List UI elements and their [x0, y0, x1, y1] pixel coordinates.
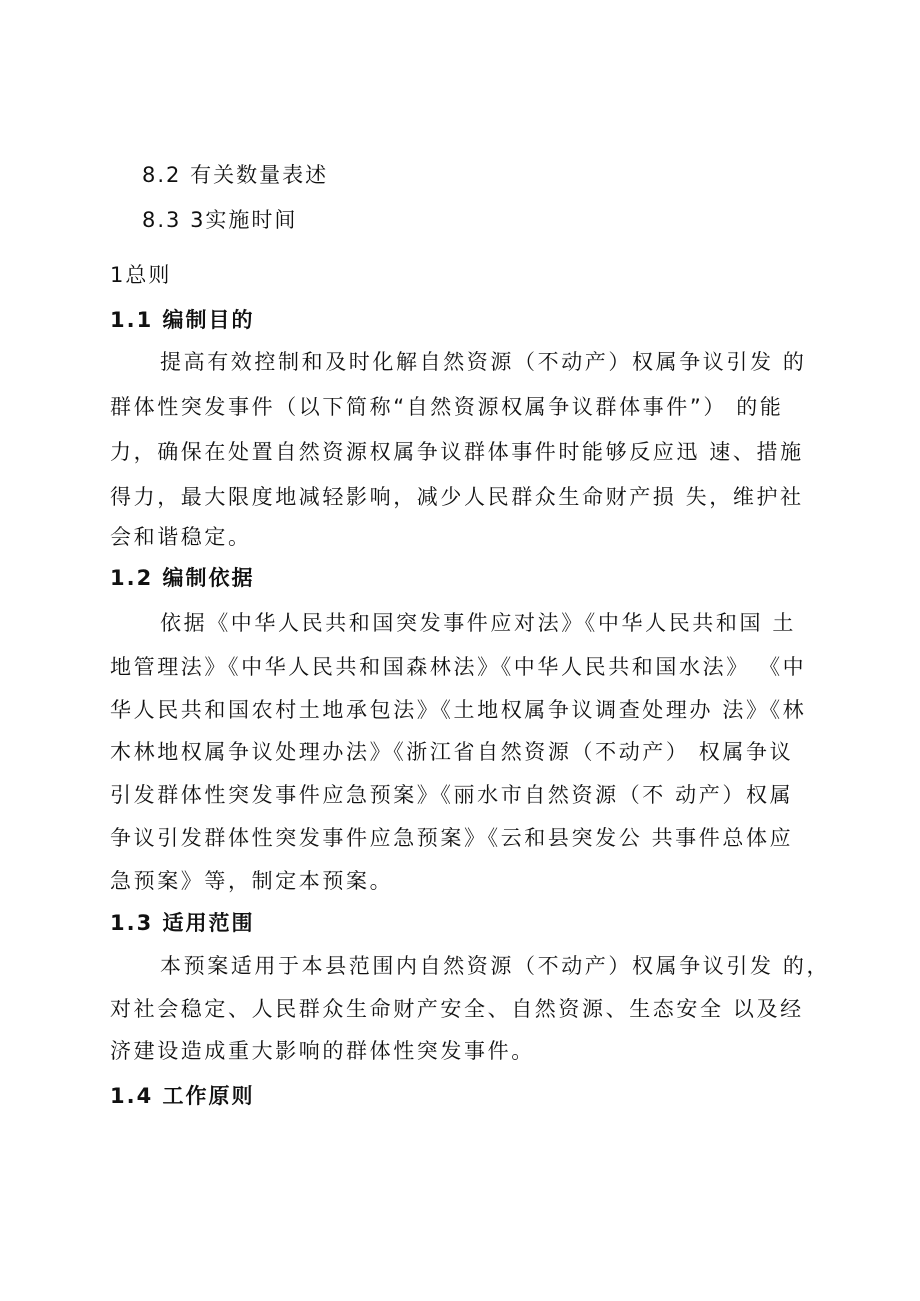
paragraph-line: 急预案》等，制定本预案。	[110, 869, 394, 893]
paragraph-line: 华人民共和国农村土地承包法》《土地权属争议调查处理办 法》《林	[110, 698, 807, 722]
section-heading-1-2: 1.2 编制依据	[110, 566, 255, 590]
paragraph-line: 对社会稳定、人民群众生命财产安全、自然资源、生态安全 以及经	[110, 997, 804, 1021]
section-heading-1-4: 1.4 工作原则	[110, 1084, 255, 1108]
paragraph-line: 济建设造成重大影响的群体性突发事件。	[110, 1039, 535, 1063]
paragraph-line: 力，确保在处置自然资源权属争议群体事件时能够反应迅 速、措施	[110, 440, 804, 464]
paragraph-line: 会和谐稳定。	[110, 525, 252, 549]
paragraph-line: 提高有效控制和及时化解自然资源（不动产）权属争议引发 的	[160, 350, 807, 374]
paragraph-line: 引发群体性突发事件应急预案》《丽水市自然资源（不 动产）权属	[110, 783, 794, 807]
paragraph-line: 依据《中华人民共和国突发事件应对法》《中华人民共和国 土	[160, 611, 796, 635]
paragraph-line: 得力，最大限度地减轻影响，减少人民群众生命财产损 失，维护社	[110, 485, 804, 509]
paragraph-line: 地管理法》《中华人民共和国森林法》《中华人民共和国水法》 《中	[110, 655, 807, 679]
paragraph-line: 木林地权属争议处理办法》《浙江省自然资源（不动产） 权属争议	[110, 740, 794, 764]
chapter-title: 1总则	[110, 263, 172, 287]
toc-entry-8-2: 8.2 有关数量表述	[142, 163, 329, 187]
paragraph-line: 本预案适用于本县范围内自然资源（不动产）权属争议引发 的，	[160, 954, 831, 978]
toc-entry-8-3: 8.3 3实施时间	[142, 208, 298, 232]
section-heading-1-3: 1.3 适用范围	[110, 911, 255, 935]
section-heading-1-1: 1.1 编制目的	[110, 308, 255, 332]
paragraph-line: 争议引发群体性突发事件应急预案》《云和县突发公 共事件总体应	[110, 826, 794, 850]
paragraph-line: 群体性突发事件（以下简称“自然资源权属争议群体事件”） 的能	[110, 395, 784, 419]
